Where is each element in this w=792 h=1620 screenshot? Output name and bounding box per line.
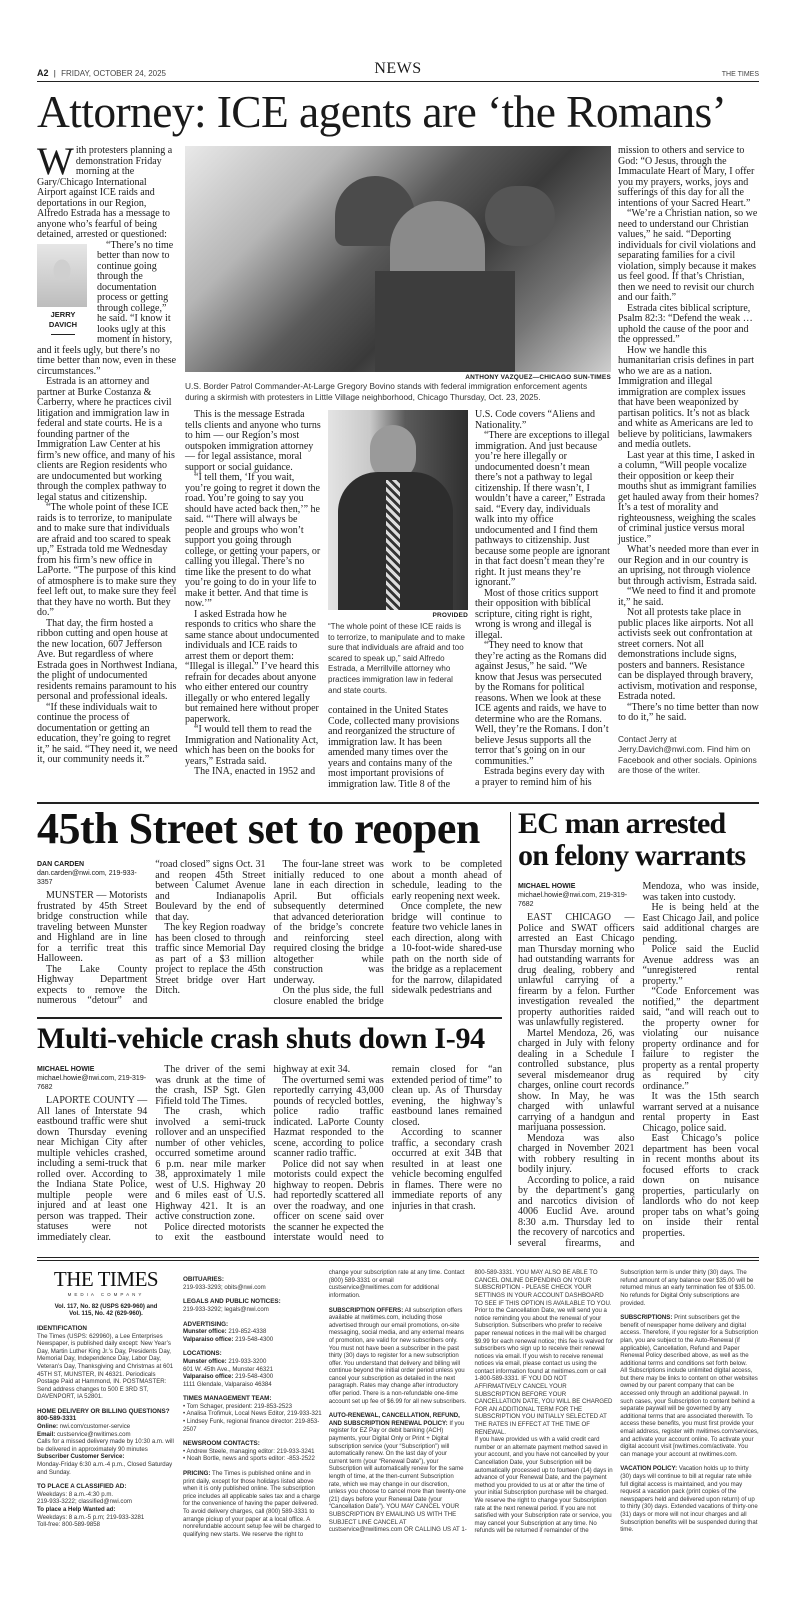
notice-text: • Analisa Trofimuk, Local News Editor, 219-933-321 [183, 1410, 322, 1418]
notice-section [183, 1321, 322, 1344]
notice-heading: TIMES MANAGEMENT TEAM: [183, 1395, 272, 1403]
notice-label: Munster office: [183, 1357, 227, 1365]
notice-text: custservice@nwitimes.com [57, 1430, 131, 1438]
ice-paragraph: I asked Estrada how he responds to critics who share the same stance about undocumented individuals and ICE raids to arrest them or deport them: “Illegal is illegal.” I’ve heard this refrain for decades about anyone who either entered our country illegally or who entered legally but remained here without proper paperwork. [185, 608, 320, 725]
notice-text: • Noah Bortle, news and sports editor: -853-2522 [183, 1455, 315, 1463]
crash-paragraph: According to scanner traffic, a secondary crash occurred at exit 34B that resulted in at least one vehicle becoming engulfed in flames. There were no immediate reports of any injuries in that crash. [391, 1127, 502, 1212]
notice-line [37, 1491, 175, 1499]
notice-heading: NEWSROOM CONTACTS: [183, 1440, 260, 1448]
notice-section [620, 1465, 759, 1533]
notice-section [37, 1325, 175, 1401]
notice-heading: HOME DELIVERY OR BILLING QUESTIONS? 800-589-3331 [37, 1407, 170, 1423]
notice-label: Valparaiso office: [183, 1373, 234, 1381]
notice-label: SUBSCRIPTION OFFERS: [328, 1306, 404, 1314]
ec-paragraph: He is being held at the East Chicago Jail, and police said additional charges are pending. [642, 902, 759, 945]
ice-paragraph: “If these individuals wait to continue the process of documentation or getting an education, they’re going to regret it,” he said. “They need it, we need it, our community needs it.” [37, 701, 178, 765]
notice-line [620, 1367, 759, 1458]
notice-text: If you register for EZ Pay or debit banking (ACH) payments, your Digital Only or Print + Digital subscription service (your “Subscription”) will automatically renew. On the last day of your current term (your “Renewal Date”), your Subscription will automatically renew for the same length of time, at the then-current Subscription rate, which we may change in our discretion, unless you choose to cancel more than twenty-one (21) days before your Renewal Date (your “Cancellation Date”). YOU MAY CANCEL YOUR SUBSCRIPTION BY EMAILING US WITH THE SUBJECT LINE CANCEL AT custservice@nwitimes.com OR CALLING US AT 1-800-589-3331. YOU MAY ALSO BE ABLE TO CANCEL ONLINE DEPENDING ON YOUR SUBSCRIPTION - PLEASE CHECK YOUR SETTINGS IN YOUR ACCOUNT DASHBOARD TO SEE IF THIS OPTION IS AVAILABLE TO YOU. [328, 1269, 612, 1534]
ec-paragraph: According to police, a raid by the department’s gang and narcotics division of 4006 Euclid Ave. around 8:30 a.m. Thursday led to the recovery of narcotics and several firearms, and Mendoza, who was inside, was taken into custody. [518, 881, 759, 1249]
page-number: A2 [37, 68, 49, 78]
ice-paragraph: Last year at this time, I asked in a column, “Will people vocalize their opposition or keep their mouths shut as immigrant families get hauled away from their homes? It’s a test of morality and righteousness, weighing the scales of criminal justice versus moral justice.” [618, 449, 759, 545]
notice-line [37, 1461, 175, 1476]
crash-paragraph: LAPORTE COUNTY — All lanes of Interstate 94 eastbound traffic were shut down Thursday evening near Michigan City after multiple vehicles crashed, including a semi-truck that rolled over. According to the Indiana State Police, multiple people were injured and at least one person was trapped. Their statuses were not immediately clear. [37, 1095, 148, 1243]
ice-column-4 [475, 410, 611, 790]
crash-article [37, 1065, 502, 1244]
section-name: NEWS [374, 60, 422, 77]
ice-paragraph-group [618, 146, 759, 724]
street-byline [37, 860, 147, 887]
notice-line [475, 1436, 614, 1497]
notice-section [183, 1440, 322, 1463]
notice-text: The Times (USPS: 629960), a Lee Enterprises Newspaper, is published daily except: New Year’s Day, Martin Luther King Jr.’s Day, Presidents Day, Memorial Day, Independence Day, Labor Day, Veteran’s Day, Thanksgiving and Christmas at 601 45TH ST, MUNSTER, IN 46321. Periodicals Postage Paid at Hammond, IN. POSTMASTER: Send address changes to 500 E 3RD ST, DAVENPORT, IA 52801. [37, 1332, 174, 1401]
notice-label: AUTO-RENEWAL, CANCELLATION, REFUND, AND SUBSCRIPTION RENEWAL POLICY: [328, 1412, 460, 1427]
page-folio [37, 68, 374, 78]
notice-text: Toll-free: 800-589-9858 [37, 1521, 101, 1529]
notice-label: SUBSCRIPTIONS: [620, 1314, 673, 1322]
notice-line [475, 1307, 614, 1436]
street-paragraph: The four-lane street was initially reduced to one lane in each direction in April. But officials subsequently determined that advanced deterioration of the bridge’s concrete and reinforcing steel required closing the bridge altogether while construction was underway. [273, 859, 384, 986]
ice-paragraph-group [475, 410, 611, 788]
ice-column-5 [618, 146, 759, 790]
crash-byline [37, 1065, 147, 1092]
street-headline: 45th Street set to reopen [37, 804, 480, 854]
notice-section [37, 1483, 175, 1529]
notice-line [183, 1448, 322, 1456]
ec-headline-line-1: EC man arrested [518, 807, 726, 841]
notice-line [37, 1333, 175, 1401]
ec-headline-line-2: on felony warrants [518, 839, 746, 873]
notice-sections [183, 1269, 759, 1538]
ec-paragraph: It was the 15th search warrant served at a nuisance rental property in East Chicago, police said. [642, 1091, 759, 1134]
folio-divider: | [53, 69, 56, 78]
notice-text: If you have provided us with a valid credit card number or an alternate payment method saved in your account, and you have not cancelled by your Cancellation Date, your Subscription will be automatically processed up to fourteen (14) days in advance of your Renewal Date, and the payment method you provided to us at or after the time of your initial Subscription purchase will be charged. [474, 1436, 613, 1497]
notice-text: • Andrew Steele, managing editor: 219-933-3241 [183, 1447, 315, 1455]
ice-paragraph: Estrada begins every day with a prayer to remind him of his [475, 766, 605, 788]
columnist-headshot [37, 244, 87, 307]
notice-line [183, 1306, 322, 1314]
ec-paragraph: Mendoza was also charged in November 2021 with robbery resulting in bodily injury. [518, 1132, 635, 1176]
masthead-column [37, 1269, 175, 1538]
ec-paragraph: Police said the Euclid Avenue address was an “unregistered rental property.” [642, 944, 759, 987]
lead-text: ith protesters planning a demonstration Friday morning at the Gary/Chicago International Airport against ICE raids and deportations in our Region, Alfredo Estrada has a message to anyone who’s fearful of being detained, arrested or questioned: [37, 145, 173, 240]
main-photo-caption: U.S. Border Patrol Commander-At-Large Gregory Bovino stands with federal immigration enforcement agents during a skirmish with protesters in Little Village neighborhood, Chicago Thursday, Oct. 23, 2025. [185, 381, 588, 402]
ice-paragraph: The INA, enacted in 1952 and [194, 766, 316, 777]
ice-headline: Attorney: ICE agents are ‘the Romans’ [37, 86, 727, 137]
notice-heading: LOCATIONS: [183, 1350, 222, 1358]
columnist-tagline: Contact Jerry at Jerry.Davich@nwi.com. Find him on Facebook and other socials. Opinions are those of the writer. [618, 733, 757, 775]
notice-text: 219-933-3292; legals@nwi.com [183, 1305, 269, 1313]
ice-paragraph: Estrada is an attorney and partner at Burke Costanza & Carberry, where he practices civil litigation and immigration law in federal and state courts. He is a founding partner of the Immigration Law Center at his firm’s new office, and many of his clients are Region residents who are undocumented but working through the complex pathway to legal status and citizenship. [37, 376, 175, 503]
left-stories [37, 804, 502, 1244]
crash-headline: Multi-vehicle crash shuts down I-94 [37, 1022, 485, 1056]
paper-name: THE TIMES [721, 71, 759, 78]
ice-paragraph: mission to others and service to God: “O Jesus, through the Immaculate Heart of Mary, I offer you my prayers, works, joys and sufferings of this day for all the intentions of your Sacred Heart.” [618, 145, 755, 209]
ice-paragraph: “We’re a Christian nation, so we need to understand our Christian values,” he said. “Deporting individuals for civil violations and separating families for a civil violation, simply because it makes us feel good. If that’s Christian, then we need to revisit our church and our faith.” [618, 208, 758, 303]
notice-section [329, 1307, 468, 1406]
notice-section [183, 1350, 322, 1388]
notice-text: Prior to the Cancellation Date, we will send you a notice reminding you about the renewal of your Subscription. Subscribers who prefer to receive paper renewal notices in the mail will be charged $9.99 for each renewal notice; this fee is waived for subscribers who sign up to receive their renewal notices via email. If you wish to receive renewal notices via email, please contact us using the contact information found at nwitimes.com or call 1-800-589-3331. IF YOU DO NOT AFFIRMATIVELY CANCEL YOUR SUBSCRIPTION BEFORE YOUR CANCELLATION DATE, YOU WILL BE CHARGED FOR AN ADDITIONAL TERM FOR THE SUBSCRIPTION YOU INITIALLY SELECTED AT THE RATES IN EFFECT AT THE TIME OF RENEWAL. [474, 1307, 614, 1436]
page-date: FRIDAY, OCTOBER 24, 2025 [61, 69, 166, 78]
notice-line [37, 1521, 175, 1529]
notice-text: 1111 Glendale, Valparaiso 46384 [183, 1380, 272, 1388]
notice-line [183, 1455, 322, 1463]
ice-paragraph: That day, the firm hosted a ribbon cutting and open house at the new location, 607 Jefferson Ave. But regardless of where Estrada goes in Northwest Indiana, the plight of undocumented residents remains paramount to his personal and professional ideals. [37, 617, 178, 702]
ec-paragraph: “Code Enforcement was notified,” the department said, “and will reach out to the property owner for violating our nuisance property ordinance and for failure to register the property as a rental property as required by city ordinance.” [642, 986, 759, 1092]
street-paragraph: The Lake County Highway Department expects to remove the numerous “detour” and “road closed” signs Oct. 31 and reopen 45th Street between Calumet Avenue and Indianapolis Boulevard by the end of that day. [37, 859, 266, 1007]
street-article [37, 860, 502, 1007]
notice-text: 219-852-4338 [228, 1328, 267, 1336]
notice-label: Valparaiso office: [183, 1335, 234, 1343]
ec-paragraph-group [518, 882, 759, 1249]
notice-text: 219-933-3200 [228, 1357, 267, 1365]
ice-paragraph: “I would tell them to read the Immigration and Nationality Act, which has been on the books for years,” Estrada said. [185, 724, 319, 767]
notice-text: 219-933-3293; obits@nwi.com [183, 1283, 266, 1291]
notice-text: Vacation holds up to thirty (30) days will continue to bill at regular rate while full digital access is maintained, and you may request a vacation pack (print copies of the newspapers held and delivered upon return) of up to thirty (30) days. Extended vacations of thirty-one (31) days or more will not incur charges and all Subscription benefits will be suspended during that time. [620, 1465, 758, 1534]
volume-info: Vol. 117, No. 82 (USPS 629-960) and Vol. 115, No. 42 (629-960). [54, 1302, 158, 1318]
notice-text: nwi.com/customer-service [59, 1423, 131, 1431]
notice-line [37, 1438, 175, 1453]
columnist-first-name: JERRY [50, 309, 76, 319]
notice-section [183, 1276, 322, 1291]
notice-section [183, 1395, 322, 1433]
ice-column-3 [328, 410, 468, 790]
ice-paragraph: How we handle this humanitarian crisis defines in part who we are as a nation. Immigration and illegal immigration are complex issues that have been weaponized by partisan politics. It’s not as black and white as Americans are led to believe by politicians, lawmakers and media outlets. [618, 344, 755, 450]
notices-columns [183, 1269, 759, 1538]
notice-line [183, 1418, 322, 1433]
ec-author: MICHAEL HOWIE [518, 883, 576, 891]
ec-divider [510, 812, 511, 1245]
ec-article [518, 882, 759, 1249]
ice-column-3-text [328, 706, 468, 790]
notice-text: Weekdays: 8 a.m.-5 p.m; 219-933-3281 [37, 1513, 145, 1521]
ice-paragraph: “There’s no time better than now to continue going through the documentation process or getting through college,” he said. “I know it looks ugly at this moment in history, and it feels ugly, but there’s no time better than now, even in these circumstances.” [37, 239, 177, 377]
ice-lead [37, 140, 178, 241]
notice-line [183, 1328, 322, 1336]
notice-sections [37, 1325, 175, 1529]
notice-line [329, 1307, 468, 1406]
notice-label: VACATION POLICY: [620, 1465, 678, 1473]
notice-heading: IDENTIFICATION [37, 1324, 87, 1332]
notice-label: Online: [37, 1423, 58, 1431]
crash-paragraph: The overturned semi was reportedly carrying 43,000 pounds of recycled bottles, police radio traffic indicated. LaPorte County Hazmat responded to the scene, according to police scanner radio traffic. [273, 1074, 384, 1160]
notice-line [183, 1381, 322, 1389]
notices-area [37, 1269, 759, 1538]
inset-photo-credit: PROVIDED [432, 612, 468, 619]
street-contact: dan.carden@nwi.com, 219-933-3357 [37, 870, 137, 887]
columnist-box [37, 244, 89, 335]
times-logo-sub: MEDIA COMPANY [67, 1292, 145, 1298]
notice-text: All Subscriptions include unlimited digital access, but there may be links to content on other websites owned by our parent company that can be accessed only through an additional paywall. In such cases, your Subscription to content behind a separate paywall will be governed by any additional terms that are associated therewith. To access these benefits, you must first provide your email address, register with nwitimes.com/services, and activate your account online. To activate your digital account visit [nwitimes.com/activate. You can manage your account at nwitimes.com. [620, 1367, 759, 1458]
notice-heading: LEGALS AND PUBLIC NOTICES: [183, 1298, 281, 1306]
ec-story [518, 804, 759, 1249]
notice-text: • Tom Schager, president: 219-853-2523 [183, 1402, 293, 1410]
notice-line [37, 1498, 175, 1506]
notice-text: 601 W. 45th Ave., Munster 46321 [183, 1365, 273, 1373]
ice-column-2 [185, 410, 321, 790]
ice-paragraph: Not all protests take place in public places like airports. Not all activists seek out confrontation at street corners. Not all demonstrations include signs, posters and banners. Resistance can be displayed through bravery, activism, motivation and response, Estrada noted. [618, 607, 758, 702]
notice-line [620, 1314, 759, 1367]
street-paragraph: The key Region roadway has been closed to through traffic since Memorial Day as part of a $3 million project to replace the 45th Street bridge over Hart Ditch. [155, 922, 266, 997]
columnist-rule [51, 334, 75, 335]
ice-paragraph: “There’s no time better than now to do it,” he said. [618, 701, 759, 723]
crash-paragraph: Police did not say when motorists could expect the highway to reopen. Debris had reportedly scattered all over the roadway, and one officer on scene said over the scanner he expected the interstate would need to remain closed for “an extended period of time” to clean up. As of Thursday evening, the highway’s eastbound lanes remained closed. [273, 1064, 502, 1244]
notice-line [183, 1373, 322, 1381]
notice-label: Email: [37, 1430, 56, 1438]
notice-text: Print subscribers get the benefit of newspaper home delivery and digital access. Therefore, if you register for a Subscription plan, you are subject to the Auto-Renewal (if applicable), Cancellation, Refund and Paper Renewal Policy described above, as well as the additional terms and conditions set forth below. [620, 1314, 758, 1367]
ec-paragraph: Martel Mendoza, 26, was charged in July with felony dealing in a Schedule I controlled substance, plus several misdemeanor drug charges, online court records show. In May, he was charged with unlawful carrying of a handgun and marijuana possession. [518, 1027, 635, 1134]
notice-text: 219-933-3222; classified@nwi.com [37, 1498, 132, 1506]
ec-contact: michael.howie@nwi.com, 219-319-7682 [518, 892, 628, 909]
notice-text: • Lindsey Funk, regional finance director: 219-853-2507 [183, 1418, 320, 1433]
notice-section [37, 1408, 175, 1476]
notice-line [183, 1284, 322, 1292]
newspaper-page [37, 60, 759, 1538]
crash-rule [37, 1017, 502, 1019]
times-logo: THE TIMES [53, 1267, 159, 1292]
street-author: DAN CARDEN [37, 861, 85, 869]
notice-text: The Times is published online and in print daily, except for those holidays listed above when it is only published online. The subscription price includes all applicable sales tax and a charge for the convenience of having the paper delivered. To avoid delivery charges, call (800) 589-3331 to arrange pickup of your paper at a local office. A nonrefundable account setup fee will be charged to qualifying new starts. We reserve the right to change your subscription rate at any time. Contact (800) 589-3331 or email custservice@nwitimes.com for additional information. [183, 1269, 465, 1538]
notice-text: Calls for a missed delivery made by 10:30 a.m. will be delivered in approximately 90 minutes [37, 1438, 174, 1453]
notice-line [183, 1358, 322, 1366]
main-photo-block [185, 146, 611, 402]
notice-line [183, 1366, 322, 1374]
ec-headline [518, 808, 759, 872]
crash-paragraph: Police directed motorists to exit the eastbound highway at exit 34. [155, 1064, 351, 1244]
ice-paragraph: Estrada cites biblical scripture, Psalm 82:3: “Defend the weak … uphold the cause of the poor and the oppressed.” [618, 302, 753, 345]
ec-byline [518, 882, 635, 909]
ice-paragraph: “We need to find it and promote it,” he said. [618, 586, 756, 608]
inset-photo [328, 410, 468, 610]
crash-contact: michael.howie@nwi.com, 219-319-7682 [37, 1075, 147, 1092]
ice-article [37, 140, 759, 790]
notice-line [183, 1410, 322, 1418]
notice-text: Monday-Friday 6:30 a.m.-4 p.m., Closed Saturday and Sunday. [37, 1461, 173, 1476]
notice-text: 219-548-4300 [235, 1335, 274, 1343]
notice-heading: ADVERTISING: [183, 1320, 229, 1328]
ec-paragraph: EAST CHICAGO — Police and SWAT officers arrested an East Chicago man Thursday morning who had outstanding warrants for drug dealing, robbery and unlawful carrying of a firearm by a felon. Further investigation revealed the property authorities raided was unlawfully registered. [518, 912, 635, 1029]
main-photo [185, 146, 611, 372]
crash-paragraph: The crash, which involved a semi-truck rollover and an unspecified number of other vehicles, occurred sometime around 6 p.m. near mile marker 38, approximately 1 mile west of U.S. Highway 20 and 6 miles east of U.S. Highway 421. It is an active construction zone. [155, 1106, 266, 1223]
inset-photo-caption: “The whole point of these ICE raids is to terrorize, to manipulate and to make sure that individuals are afraid and too scared to speak up,” said Alfredo Estrada, a Merrillville attorney who practices immigration law in federal and state courts. [328, 622, 465, 695]
notice-line [620, 1465, 759, 1533]
notice-section [183, 1298, 322, 1313]
notice-label: PRICING: [183, 1470, 211, 1478]
notice-text: 219-548-4300 [235, 1373, 274, 1381]
drop-cap: W [37, 140, 74, 183]
ice-paragraph: What’s needed more than ever in our Region and in our country is an uprising, not through violence but through activism, Estrada said. [618, 544, 759, 587]
notice-line [37, 1453, 175, 1461]
notice-line [37, 1506, 175, 1514]
notice-line [37, 1423, 175, 1431]
crash-author: MICHAEL HOWIE [37, 1066, 95, 1074]
ice-column-1 [37, 140, 178, 790]
ice-paragraph: “The whole point of these ICE raids is to terrorize, to manipulate and to make sure that individuals are afraid and too scared to speak up,” Estrada told me Wednesday from his firm’s new office in LaPorte. “The purpose of this kind of atmosphere is to make sure they feel left out, to make sure they feel that they have no worth. But they do.” [37, 502, 177, 618]
ice-paragraph: “There are exceptions to illegal immigration. And just because you’re here illegally or undocumented doesn’t mean there’s not a pathway to legal citizenship. If there wasn’t, I wouldn’t have a career,” Estrada said. “Every day, individuals walk into my office undocumented and I find them pathways to citizenship. Just because some people are ignorant in that fact doesn’t mean they’re right. It just means they’re ignorant.” [475, 430, 610, 588]
lower-stories [37, 804, 759, 1249]
notice-line [37, 1431, 175, 1439]
street-paragraph: Once complete, the new bridge will continue to feature two vehicle lanes in each direction, along with a 10-foot-wide shared-use path on the north side of the bridge as a replacement for the narrow, dilapidated sidewalk pedestrians and [391, 901, 502, 997]
columnist-last-name: DAVICH [48, 319, 78, 329]
notice-text: We reserve the right to change your Subscription rate at the next renewal period. If you are not satisfied with your Subscription rate or service, you may cancel your Subscription at any time. No refunds will be returned if remainder of the Subscription term is under thirty (30) days. The refund amount of any balance over $35.00 will be returned minus an early termination fee of $35.00. No refunds for Digital Only subscriptions are provided. [474, 1269, 756, 1535]
ec-paragraph: East Chicago’s police department has been vocal in recent months about its focused efforts to crack down on nuisance properties, particularly on landlords who do not keep proper tabs on what’s going on inside their rental properties. [642, 1133, 759, 1239]
notice-text: All subscription offers available at nwitimes.com, including those advertised through our email promotions, on-site messaging, social media, and any external means of promotion, are valid for new subscribers only. You must not have been a subscriber in the past thirty (30) days to register for a new subscription offer. You understand that delivery and billing will continue beyond the initial order period unless you cancel your subscription as detailed in the next paragraph. Rates may change after introductory offer period. There is a non-refundable one-time account set up fee of $6.99 for all new subscribers. [328, 1306, 467, 1405]
street-paragraph: On the plus side, the full closure enabled the bridge work to be completed about a month ahead of schedule, leading to the early reopening next week. [273, 859, 502, 1007]
notice-line [37, 1514, 175, 1522]
notice-heading: OBITUARIES: [183, 1276, 224, 1284]
notice-line [183, 1336, 322, 1344]
notice-label: Munster office: [183, 1328, 227, 1336]
notice-label: Subscriber Customer Service: [37, 1453, 125, 1461]
notice-heading: TO PLACE A CLASSIFIED AD: [37, 1483, 127, 1491]
main-photo-credit: ANTHONY VAZQUEZ—CHICAGO SUN-TIMES [465, 374, 611, 381]
street-paragraph: MUNSTER — Motorists frustrated by 45th Street bridge construction while traveling between Munster and Highland are in line for a terrific treat this Halloween. [37, 890, 148, 965]
ice-paragraph: “They need to know that they’re acting as the Romans did against Jesus,” he said. “We know that Jesus was persecuted by the Romans for political reasons. When we look at these ICE agents and raids, we have to determine who are the Romans. Well, they’re the Romans. I don’t believe Jesus supports all the terror that’s going on in our communities.” [475, 640, 609, 767]
notice-text: Weekdays: 8 a.m.-4:30 p.m. [37, 1490, 114, 1498]
ice-paragraph: Most of those critics support their opposition with biblical scripture, citing right is right, wrong is wrong and illegal is illegal. [475, 587, 599, 641]
ice-paragraph-group [328, 706, 468, 790]
crash-paragraph: The driver of the semi was drunk at the time of the crash, ISP Sgt. Glen Fifield told The Times. [155, 1064, 266, 1107]
ice-paragraph: “I tell them, ‘If you wait, you’re going to regret it down the road. You’re going to say you should have acted back then,’” he said. “‘There will always be people and groups who won’t support you going through college, or getting your papers, or calling you illegal. There’s no time like the present to do what you’re going to do in your life to make it better. And that time is now.’” [185, 472, 321, 609]
ice-paragraph-group [185, 410, 321, 778]
page-header [37, 60, 759, 82]
notice-section [620, 1314, 759, 1458]
notice-label: To place a Help Wanted ad: [37, 1506, 116, 1513]
ice-paragraph: This is the message Estrada tells clients and anyone who turns to him — our Region’s most outspoken immigration attorney — for legal assistance, moral support or social guidance. [185, 409, 321, 473]
notices-rule [37, 1257, 759, 1261]
ice-paragraph: U.S. Code covers “Aliens and Nationality.” [475, 409, 595, 431]
notice-line [183, 1403, 322, 1411]
ice-paragraph: contained in the United States Code, collected many provisions and reorganized the structure of immigration law. It has been amended many times over the years and contains many of the most important provisions of immigration law. Title 8 of the [328, 705, 460, 790]
